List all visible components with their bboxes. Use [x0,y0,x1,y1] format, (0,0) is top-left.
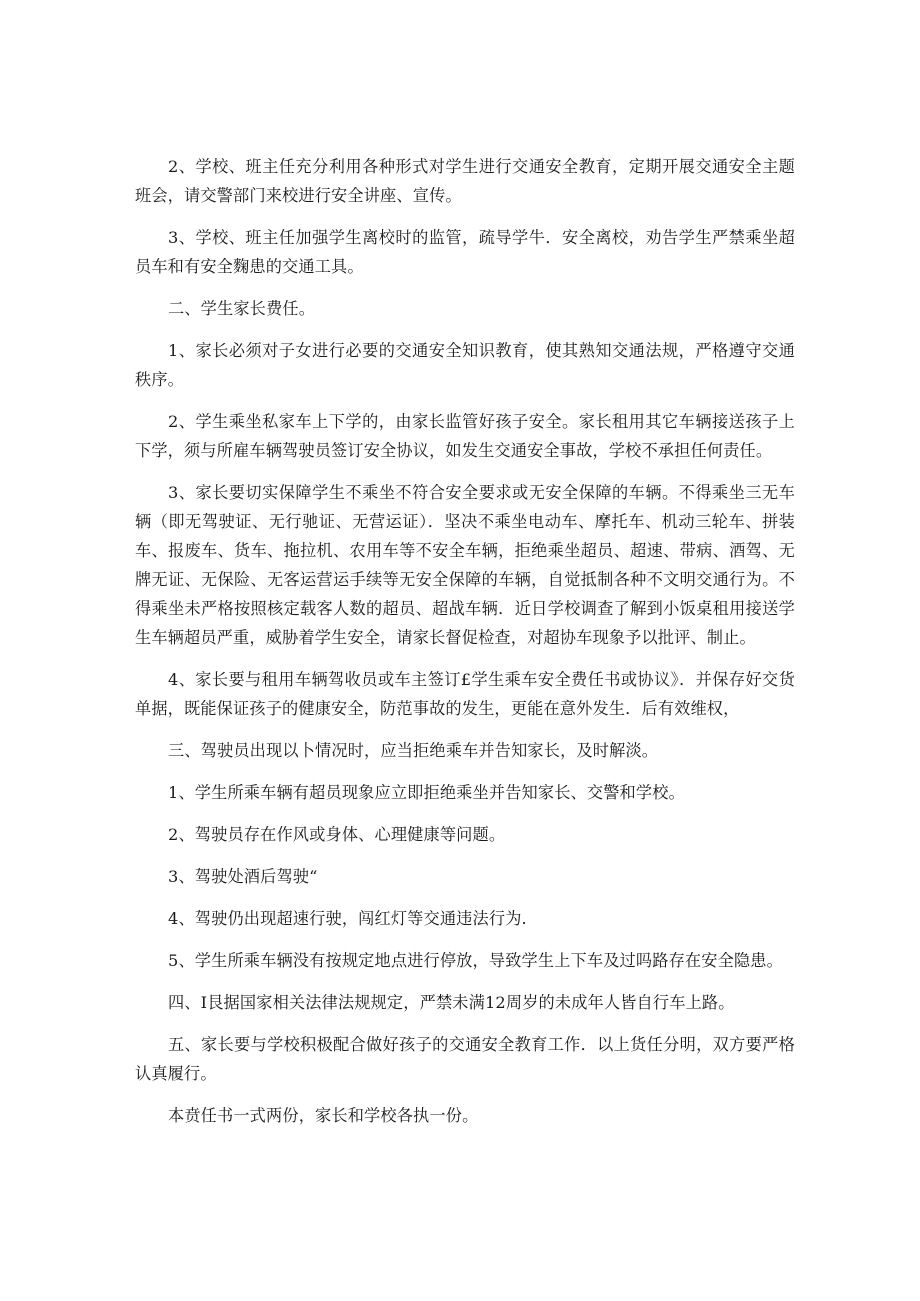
paragraph: 4、驾驶仍出现超速行驶，闯红灯等交通违法行为. [168,909,527,928]
section-heading: 五、家长要与学校积极配合做好孩子的交通安全教育工作．以上货任分明，双方要严格认真履行。 [135,1035,795,1083]
section-heading: 三、驾驶员出现以卜情况时，应当拒绝乘车并告知家长，及时解淡。 [168,741,659,760]
paragraph: 1、家长必须对子女进行必要的交通安全知识教育，使其熟知交通法规，严格遵守交通秩序。 [135,341,795,389]
paragraph: 3、家长要切实保障学生不乘坐不符合安全要求或无安全保障的车辆。不得乘坐三无车辆（即无驾驶证、无行驰证、无营运证）．坚决不乘坐电动车、摩托车、机动三轮车、拼装车、报废车、货车、拖拉机、农用车等不安全车辆，拒绝乘坐超员、超速、带病、酒驾、无牌无证、无保险、无客运营运手续等无安全保障的车辆，自觉抵制各种不文明交通行为。不得乘坐未严格按照核定载客人数的超员、超战车辆．近日学校调查了解到小饭桌租用接送学生车辆超员严重，威胁着学生安全，请家长督促检查，对超协车现象予以批评、制止。 [135,483,795,647]
paragraph: 4、家长要与租用车辆驾收员或车主签订£学生乘车安全费任书或协议》．并保存好交货单据，既能保证孩子的健康安全，防范事故的发生，更能在意外发生．后有效维权， [135,670,795,718]
paragraph: 5、学生所乘车辆没有按规定地点进行停放，导致学生上下车及过吗路存在安全隐患。 [168,951,783,970]
closing-statement: 本贲任书一式两份，家长和学校各执一份。 [168,1106,479,1125]
section-heading: 二、学生家长费任。 [168,299,316,318]
paragraph: 2、驾驶员存在作风或身体、心理健康等问题。 [168,825,506,844]
paragraph: 2、学校、班主任充分利用各种形式对学生进行交通安全教育，定期开展交通安全主题班会，请交警部门来校进行安全讲座、宣传。 [135,157,795,205]
paragraph: 2、学生乘坐私家车上下学的，由家长监管好孩子安全。家长租用其它车辆接送孩子上下学，须与所雇车辆驾驶员签订安全协议，如发生交通安全事故，学校不承担任何责任。 [135,412,795,460]
section-heading: 四、I艮据国家相关法律法规规定，严禁未满12周岁的未成年人皆自行车上路。 [168,993,735,1012]
paragraph: 3、驾驶处酒后驾驶“ [168,867,318,886]
document-body [135,152,795,1143]
paragraph: 1、学生所乘车辆有超员现象应立即拒绝乘坐并告知家长、交警和学校。 [168,783,685,802]
paragraph: 3、学校、班主任加强学生离校时的监管，疏导学牛．安全离校，劝告学生严禁乘坐超员车和有安全麴患的交通工具。 [135,228,795,276]
